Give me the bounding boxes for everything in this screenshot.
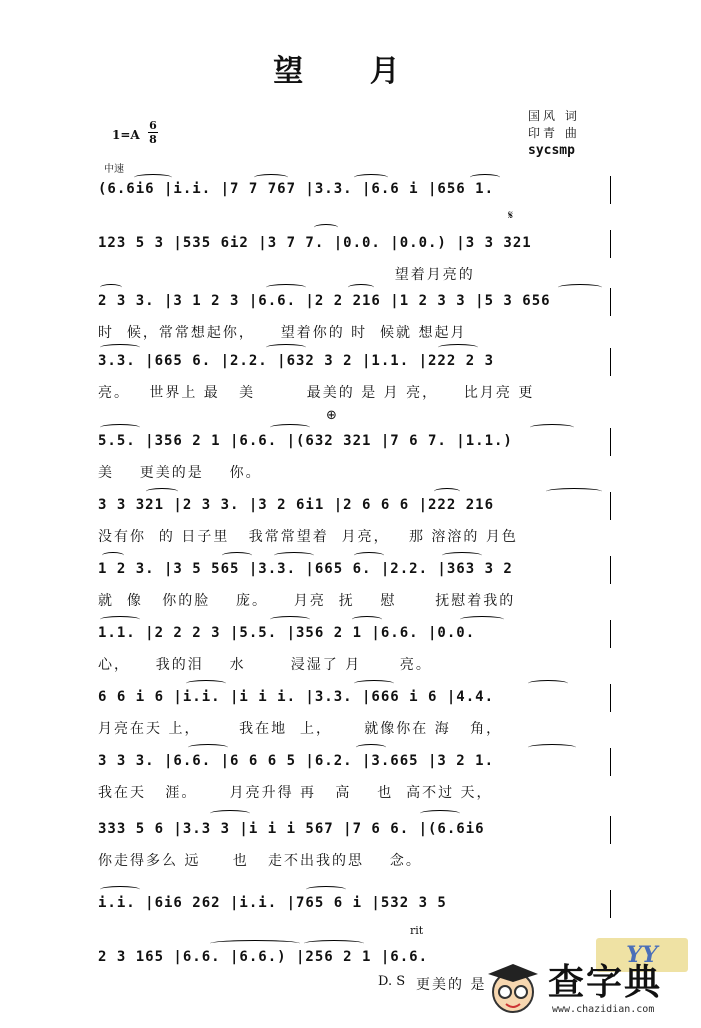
notation-line: i.i. |6i6 262 |i.i. |765 6 i |532 3 5 (98, 895, 447, 911)
slur (528, 744, 576, 751)
source-credit: sycsmp (528, 143, 575, 158)
notation-line: 6 6 i 6 |i.i. |i i i. |3.3. |666 i 6 |4.4. (98, 689, 495, 705)
slur (266, 344, 306, 351)
watermark-name: 查字典 (548, 962, 663, 1003)
lyric-line: 就 像 你的脸 庞。 月亮 抚 慰 抚慰着我的 (98, 593, 516, 609)
meter-bottom: 8 (149, 133, 157, 146)
slur (434, 488, 460, 495)
slur (420, 810, 460, 817)
slur (314, 224, 338, 231)
slur (102, 552, 124, 559)
lyric-line: 亮。 世界上 最 美 最美的 是 月 亮， 比月亮 更 (98, 385, 535, 401)
slur (546, 488, 602, 495)
slur (438, 344, 478, 351)
key-signature: 1=A (112, 128, 140, 142)
slur (254, 174, 288, 181)
score-system (98, 280, 613, 342)
lyric-line: 月亮在天 上， 我在地 上， 就像你在 海 角， (98, 721, 503, 737)
score-system (98, 808, 613, 870)
segno-sign: 𝄋 (508, 208, 514, 222)
ds-mark: D. S (378, 974, 406, 989)
score-system (98, 740, 613, 802)
mascot-icon (482, 958, 544, 1016)
score-system (98, 676, 613, 738)
slur (100, 424, 140, 431)
slur (100, 344, 140, 351)
slur (354, 680, 394, 687)
slur (100, 284, 122, 291)
slur (210, 810, 250, 817)
barline (610, 428, 611, 456)
notation-line: (6.6i6 |i.i. |7 7 767 |3.3. |6.6 i |656 1. (98, 181, 495, 197)
lyric-line: 时 候，常常想起你， 望着你的 时 候就 想起月 (98, 325, 467, 341)
lyric-line: 你走得多么 远 也 走不出我的思 念。 (98, 853, 422, 869)
score-system (98, 484, 613, 546)
notation-line: 1 2 3. |3 5 565 |3.3. |665 6. |2.2. |363 3 2 (98, 561, 513, 577)
slur (100, 886, 140, 893)
notation-line: 3 3 321 |2 3 3. |3 2 6i1 |2 6 6 6 |222 216 (98, 497, 495, 513)
slur (188, 744, 228, 751)
barline (610, 288, 611, 316)
barline (610, 492, 611, 520)
notation-line: 5.5. |356 2 1 |6.6. |(632 321 |7 6 7. |1.1.) (98, 433, 513, 449)
score-system (98, 168, 613, 230)
slur (304, 940, 364, 947)
slur (470, 174, 500, 181)
slur (266, 284, 306, 291)
barline (610, 816, 611, 844)
lyricist-credit: 国风 词 (528, 109, 580, 123)
lyric-line: 望着月亮的 (98, 267, 475, 283)
slur (186, 680, 226, 687)
slur (530, 424, 574, 431)
watermark-url: www.chazidian.com (552, 1004, 655, 1015)
lyric-line: 我在天 涯。 月亮升得 再 高 也 高不过 天， (98, 785, 493, 801)
score-system (98, 408, 613, 482)
slur (354, 174, 388, 181)
score-system (98, 340, 613, 402)
lyric-line: 没有你 的 日子里 我常常望着 月亮， 那 溶溶的 月色 (98, 529, 518, 545)
watermark-badge: YY (596, 938, 688, 972)
slur (558, 284, 602, 291)
barline (610, 890, 611, 918)
tempo-mark: 中速 (104, 164, 124, 175)
score-system (98, 208, 613, 284)
notation-line: 3.3. |665 6. |2.2. |632 3 2 |1.1. |222 2 3 (98, 353, 495, 369)
song-title: 望 月 (273, 54, 428, 89)
slur (270, 424, 310, 431)
slur (146, 488, 178, 495)
score-system (98, 548, 613, 610)
slur (460, 616, 504, 623)
slur (270, 616, 310, 623)
slur (306, 886, 346, 893)
credits (528, 108, 580, 159)
slur (528, 680, 568, 687)
slur (354, 552, 384, 559)
notation-line: 123 5 3 |535 6i2 |3 7 7. |0.0. |0.0.) |3 3 321 (98, 235, 532, 251)
score-system (98, 612, 613, 674)
slur (352, 616, 382, 623)
rit-mark: rit (410, 924, 424, 937)
slur (442, 552, 482, 559)
barline (610, 748, 611, 776)
lyric-line: 心， 我的泪 水 浸湿了 月 亮。 (98, 657, 432, 673)
barline (610, 230, 611, 258)
slur (100, 616, 140, 623)
time-signature (148, 120, 158, 145)
slur (274, 552, 314, 559)
notation-line: 333 5 6 |3.3 3 |i i i 567 |7 6 6. |(6.6i6 (98, 821, 485, 837)
slur (356, 744, 386, 751)
slur (222, 552, 252, 559)
slur (210, 940, 300, 947)
barline (610, 620, 611, 648)
score-system (98, 882, 613, 944)
lyric-line: 美 更美的是 你。 (98, 465, 262, 481)
coda-sign: ⊕ (326, 408, 337, 423)
barline (610, 348, 611, 376)
notation-line: 1.1. |2 2 2 3 |5.5. |356 2 1 |6.6. |0.0. (98, 625, 476, 641)
watermark-logo (476, 936, 694, 1022)
barline (610, 176, 611, 204)
notation-line: 3 3 3. |6.6. |6 6 6 5 |6.2. |3.665 |3 2 1. (98, 753, 495, 769)
tail-lyric: 更美的 是 (416, 977, 487, 993)
barline (610, 556, 611, 584)
notation-line: 2 3 165 |6.6. |6.6.) |256 2 1 |6.6. (98, 949, 429, 965)
composer-credit: 印青 曲 (528, 126, 580, 140)
barline (610, 684, 611, 712)
notation-line: 2 3 3. |3 1 2 3 |6.6. |2 2 216 |1 2 3 3 |5 3 656 (98, 293, 551, 309)
slur (134, 174, 172, 181)
meter-top: 6 (149, 119, 157, 132)
slur (348, 284, 374, 291)
